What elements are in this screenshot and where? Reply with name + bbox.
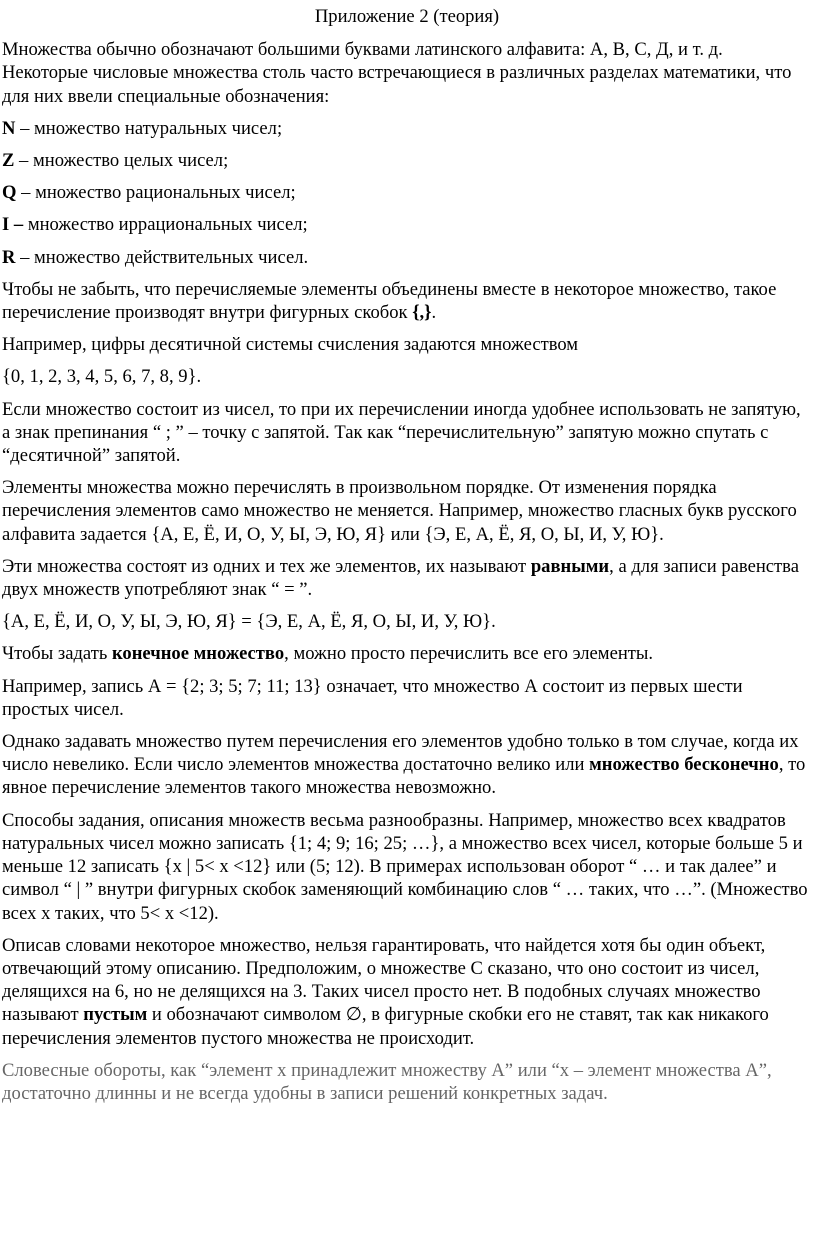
order-paragraph: Элементы множества можно перечислять в произвольном порядке. От изменения порядка перечисления элементов само множество не меняется. Например, множество гласных букв русского алфавита задается {А, Е, Ё, И, О, У, Ы, Э, Ю, Я} или {Э, Е, А, Ё, Я, О, Ы, И, У, Ю}.	[2, 477, 797, 545]
text-span: .	[431, 302, 437, 324]
text-span: и обозначают символом ∅, в фигурные скобки его не ставят, так как никакого перечисления элементов пустого множества не происходит.	[2, 1004, 769, 1049]
braces-paragraph	[2, 278, 812, 324]
bold-term: пустым	[83, 1004, 148, 1026]
text-span: Описав словами некоторое множество, нельзя гарантировать, что найдется хотя бы один объект, отвечающий этому описанию. Предположим, о множестве С сказано, что оно состоит из чисел, делящихся на 6, но не делящихся на 3. Таких чисел просто нет. В подобных случаях множество называют	[2, 934, 766, 1026]
set-symbol: I –	[2, 214, 24, 236]
digits-intro: Например, цифры десятичной системы счисления задаются множеством	[2, 334, 579, 356]
set-description: – множество целых чисел;	[14, 150, 229, 172]
empty-paragraph	[2, 934, 812, 1050]
ways-paragraph: Способы задания, описания множеств весьма разнообразны. Например, множество всех квадратов натуральных чисел можно записать {1; 4; 9; 16; 25; …}, а множество всех чисел, которые больше 5 и меньше 12 записать {x | 5< x <12} или (5; 12). В примерах использован оборот “ … и так далее” и символ “ | ” внутри фигурных скобок заменяющий комбинацию слов “ … таких, что …”. (Множество всех х таких, что 5< x <12).	[2, 809, 808, 924]
text-span: Чтобы задать	[2, 643, 112, 665]
text-span: , можно просто перечислить все его элементы.	[284, 643, 654, 665]
text-span: Однако задавать множество путем перечисления его элементов удобно только в том случае, когда их число невелико. Если число элементов множества достаточно велико или	[2, 731, 799, 776]
set-n	[2, 117, 812, 140]
set-q	[2, 181, 812, 204]
text-span: Эти множества состоят из одних и тех же элементов, их называют	[2, 555, 531, 577]
bold-term: конечное множество	[111, 643, 285, 665]
set-i	[2, 213, 812, 236]
set-symbol: N	[2, 117, 16, 139]
bold-term: множество бесконечно	[589, 754, 779, 776]
set-symbol: R	[2, 246, 16, 268]
set-r	[2, 246, 812, 269]
bold-term: равными	[530, 555, 610, 577]
page-title: Приложение 2 (теория)	[314, 6, 500, 27]
set-description: – множество действительных чисел.	[15, 246, 309, 268]
set-symbol: Q	[2, 182, 17, 204]
finite-paragraph	[2, 642, 812, 665]
document-page	[0, 5, 816, 1241]
semicolon-paragraph: Если множество состоит из чисел, то при их перечислении иногда удобнее использовать не запятую, а знак препинания “ ; ” – точку с запятой. Так как “перечислительную” запятую можно спутать с “десятичной” запятой.	[2, 398, 801, 467]
last-paragraph: Словесные обороты, как “элемент х принадлежит множеству А” или “х – элемент множества А”, достаточно длинны и не всегда удобны в записи решений конкретных задач.	[2, 1059, 772, 1104]
equation-line: {А, Е, Ё, И, О, У, Ы, Э, Ю, Я} = {Э, Е, А, Ё, Я, О, Ы, И, У, Ю}.	[2, 611, 496, 633]
infinite-paragraph	[2, 730, 812, 800]
text-span: , то явное перечисление элементов такого множества невозможно.	[2, 754, 806, 799]
set-symbol: Z	[2, 150, 15, 172]
text-span: , а для записи равенства двух множеств употребляют знак “ = ”.	[2, 555, 799, 601]
primes-paragraph: Например, запись А = {2; 3; 5; 7; 11; 13} означает, что множество А состоит из первых шести простых чисел.	[2, 675, 743, 720]
set-description: – множество натуральных чисел;	[15, 117, 283, 139]
digits-set: {0, 1, 2, 3, 4, 5, 6, 7, 8, 9}.	[2, 366, 202, 388]
set-z	[2, 149, 812, 172]
intro-paragraph: Множества обычно обозначают большими буквами латинского алфавита: А, В, С, Д, и т. д. Некоторые числовые множества столь часто встречающиеся в различных разделах математики, что для них ввели специальные обозначения:	[2, 39, 792, 107]
set-description: множество иррациональных чисел;	[23, 214, 308, 236]
set-description: – множество рациональных чисел;	[16, 182, 296, 204]
equal-paragraph	[2, 555, 812, 601]
braces-symbol: {,}	[412, 302, 432, 324]
text-span: Чтобы не забыть, что перечисляемые элементы объединены вместе в некоторое множество, такое перечисление производят внутри фигурных скобок	[2, 278, 777, 324]
